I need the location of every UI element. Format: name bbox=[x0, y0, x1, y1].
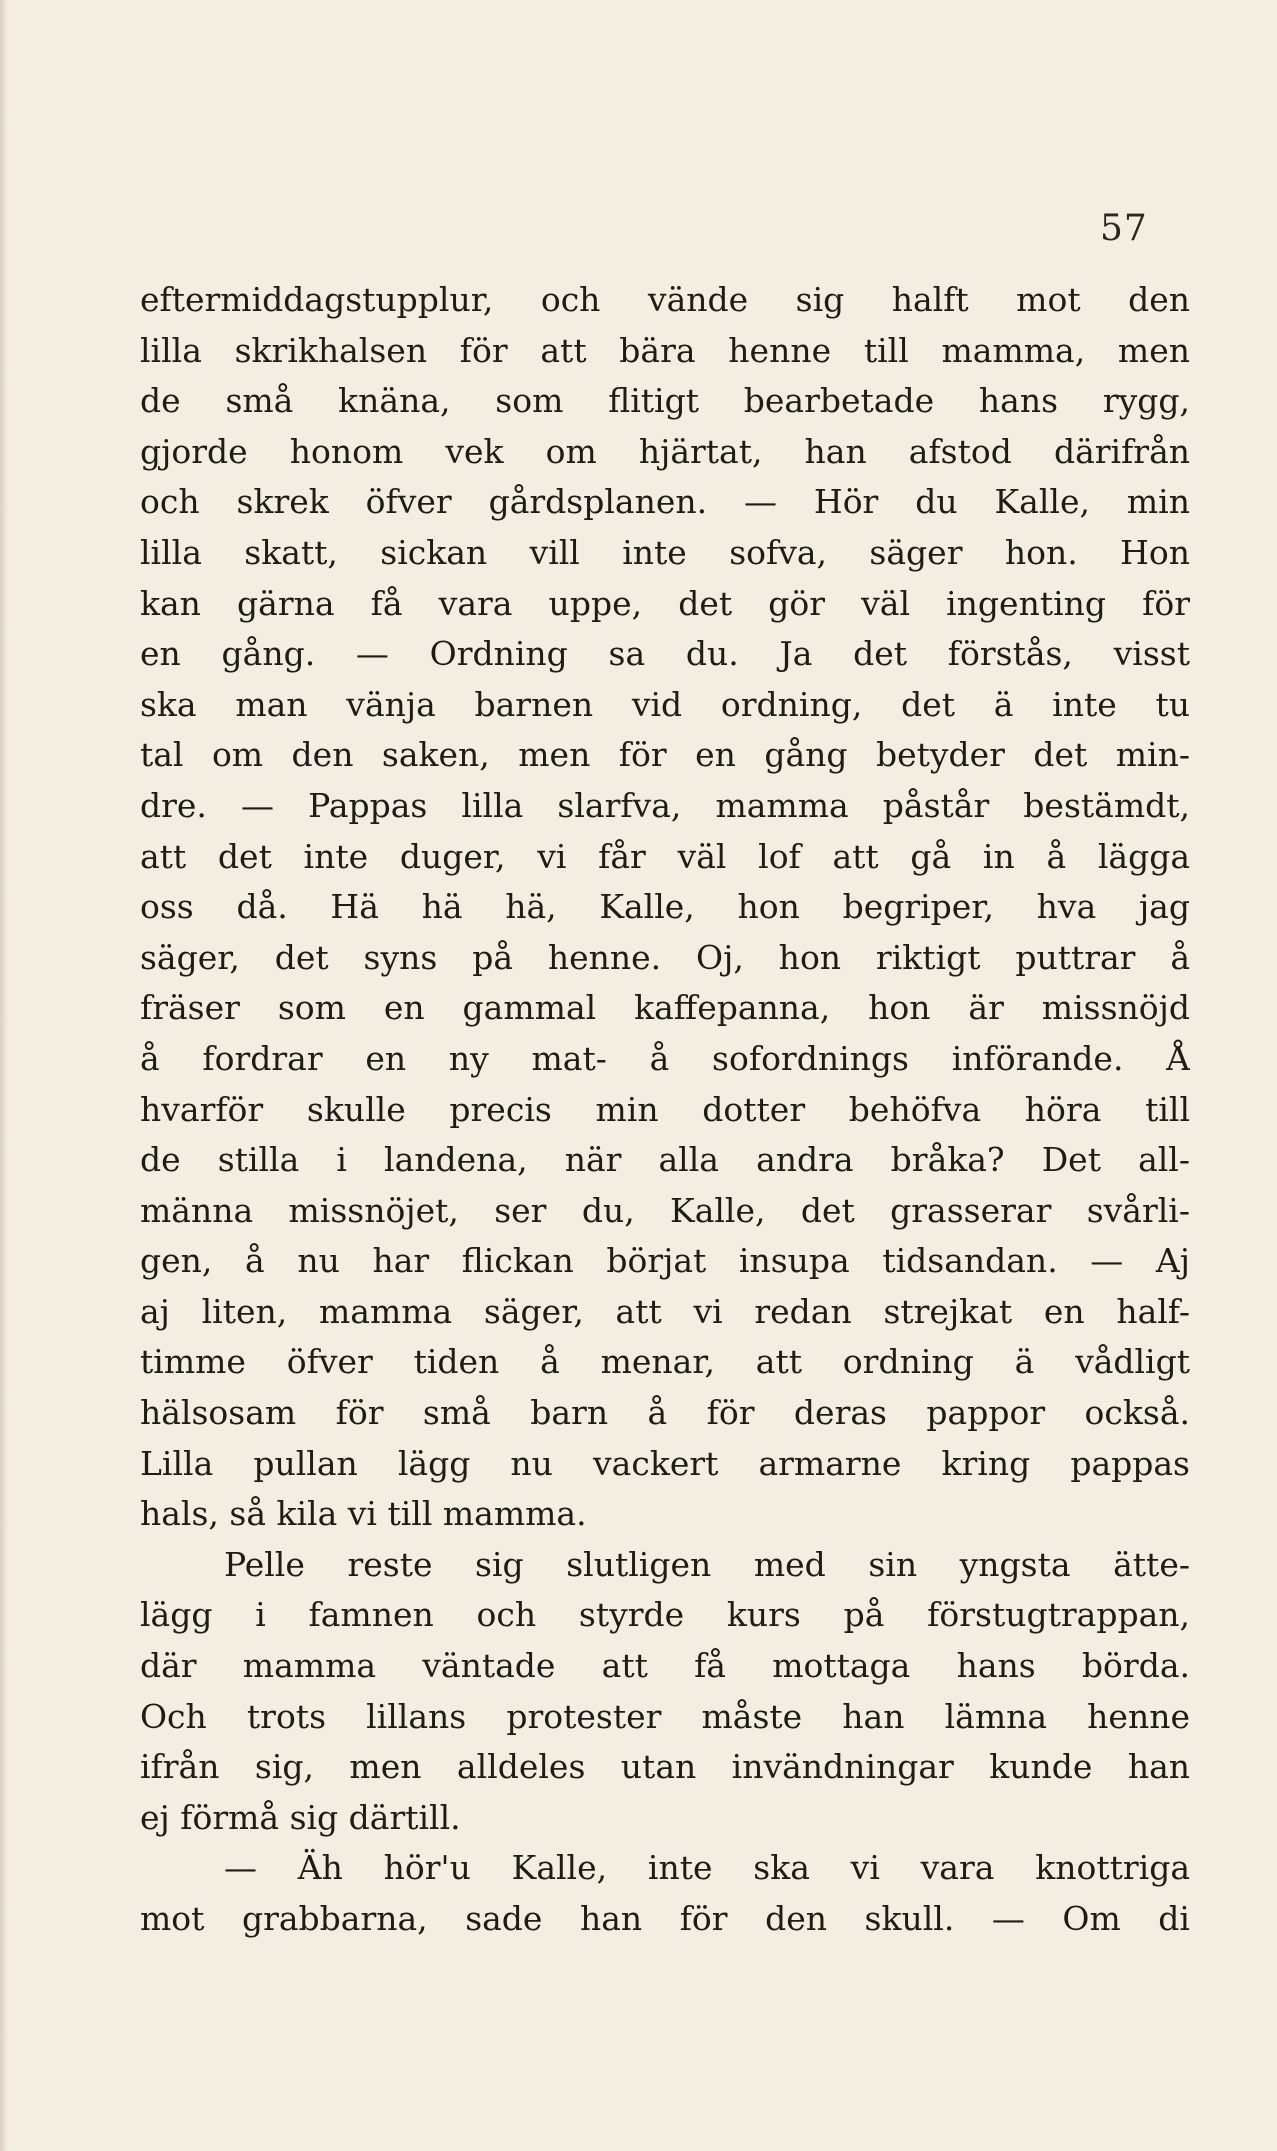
text-line: hvarför skulle precis min dotter behöfva höra till bbox=[140, 1089, 1190, 1129]
text-line: — Äh hör'u Kalle, inte ska vi vara knottriga bbox=[224, 1848, 1190, 1888]
text-line: en gång. — Ordning sa du. Ja det förstås, visst bbox=[140, 634, 1190, 674]
text-line: de stilla i landena, när alla andra bråka? Det all- bbox=[140, 1140, 1190, 1180]
text-line: gen, å nu har flickan börjat insupa tidsandan. — Aj bbox=[140, 1241, 1190, 1281]
page-edge-shadow bbox=[0, 0, 8, 2151]
text-line: Lilla pullan lägg nu vackert armarne kring pappas bbox=[140, 1443, 1190, 1483]
text-line: ifrån sig, men alldeles utan invändningar kunde han bbox=[140, 1747, 1190, 1787]
text-line: tal om den saken, men för en gång betyder det min- bbox=[140, 735, 1190, 775]
text-line: timme öfver tiden å menar, att ordning ä vådligt bbox=[140, 1342, 1190, 1382]
text-line: säger, det syns på henne. Oj, hon riktigt puttrar å bbox=[140, 937, 1190, 977]
text-line: lilla skrikhalsen för att bära henne till mamma, men bbox=[140, 330, 1190, 370]
paragraph-3 bbox=[140, 1843, 1190, 1944]
text-line: eftermiddagstupplur, och vände sig halft mot den bbox=[140, 280, 1190, 319]
text-line: gjorde honom vek om hjärtat, han afstod därifrån bbox=[140, 431, 1190, 471]
text-line: ska man vänja barnen vid ordning, det ä inte tu bbox=[140, 684, 1190, 724]
text-line: mot grabbarna, sade han för den skull. — Om di bbox=[140, 1899, 1190, 1938]
paragraph-1 bbox=[140, 275, 1190, 1540]
text-line: där mamma väntade att få mottaga hans börda. bbox=[140, 1646, 1190, 1686]
body-text bbox=[140, 275, 1190, 1945]
text-line: oss då. Hä hä hä, Kalle, hon begriper, hva jag bbox=[140, 887, 1190, 927]
text-line: Pelle reste sig slutligen med sin yngsta ätte- bbox=[224, 1544, 1190, 1584]
text-line: dre. — Pappas lilla slarfva, mamma påstår bestämdt, bbox=[140, 785, 1190, 825]
text-line: fräser som en gammal kaffepanna, hon är missnöjd bbox=[140, 988, 1190, 1028]
page-number: 57 bbox=[1100, 208, 1148, 249]
paragraph-2 bbox=[140, 1540, 1190, 1844]
text-line: och skrek öfver gårdsplanen. — Hör du Kalle, min bbox=[140, 482, 1190, 522]
text-line: ej förmå sig därtill. bbox=[140, 1797, 461, 1837]
text-line: kan gärna få vara uppe, det gör väl ingenting för bbox=[140, 583, 1190, 623]
text-line: lilla skatt, sickan vill inte sofva, säger hon. Hon bbox=[140, 532, 1190, 572]
text-line: lägg i famnen och styrde kurs på förstugtrappan, bbox=[140, 1595, 1190, 1635]
text-line: Och trots lillans protester måste han lämna henne bbox=[140, 1696, 1190, 1736]
text-line: hals, så kila vi till mamma. bbox=[140, 1494, 587, 1534]
text-line: att det inte duger, vi får väl lof att gå in å lägga bbox=[140, 836, 1190, 876]
text-line: aj liten, mamma säger, att vi redan strejkat en half- bbox=[140, 1291, 1190, 1331]
text-line: männa missnöjet, ser du, Kalle, det grasserar svårli- bbox=[140, 1190, 1190, 1230]
text-line: å fordrar en ny mat- å sofordnings införande. Å bbox=[140, 1038, 1190, 1078]
text-line: hälsosam för små barn å för deras pappor också. bbox=[140, 1393, 1190, 1433]
text-line: de små knäna, som flitigt bearbetade hans rygg, bbox=[140, 381, 1190, 421]
